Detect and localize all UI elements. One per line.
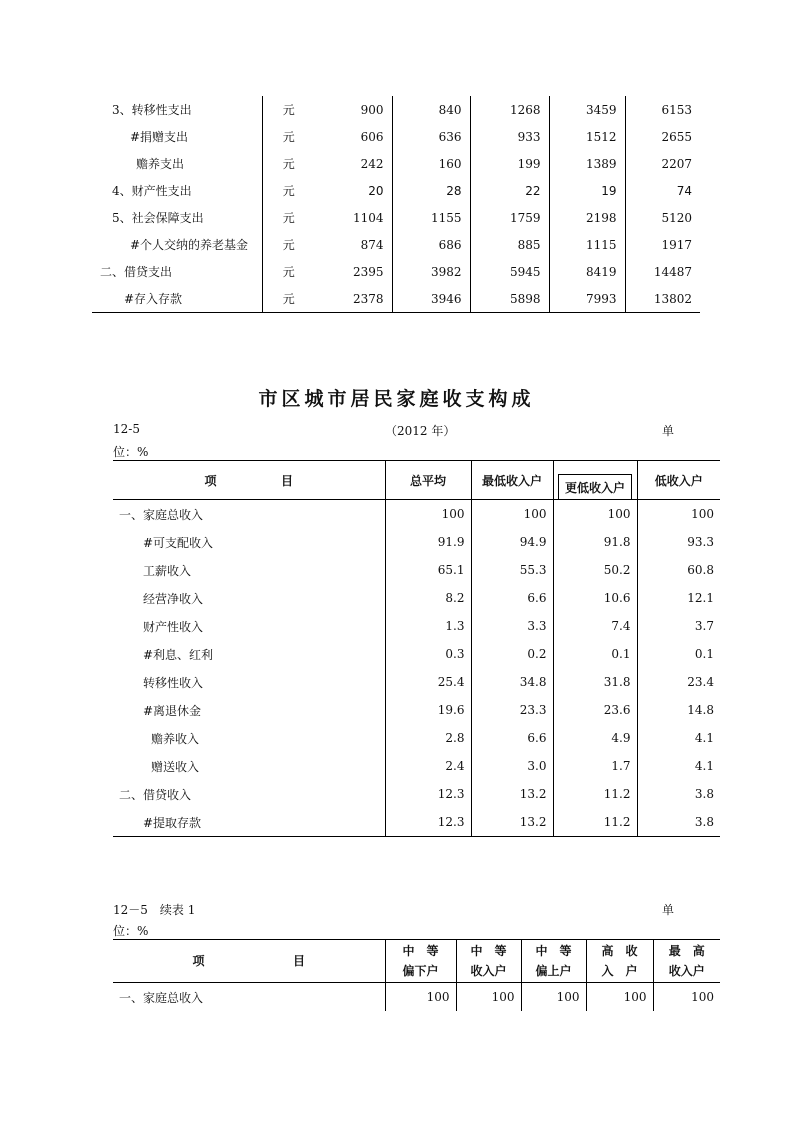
row-label: 4、财产性支出 (112, 184, 192, 198)
table-row (113, 983, 720, 1012)
row-value: 2655 (625, 123, 700, 150)
row-value: 606 (360, 129, 384, 144)
row-value: 2.8 (385, 724, 471, 752)
table-row (113, 612, 720, 640)
row-label: 转移性收入 (143, 675, 204, 690)
row-label: #离退休金 (143, 703, 202, 718)
row-value: 13802 (625, 285, 700, 313)
row-value: 4.1 (637, 752, 720, 780)
row-value: 6.6 (471, 584, 553, 612)
row-value: 2378 (352, 291, 384, 306)
header-item-b: 目 (280, 473, 293, 488)
row-value: 100 (637, 500, 720, 529)
section-title: 市区城市居民家庭收支构成 (258, 388, 535, 410)
table-row (92, 285, 700, 313)
row-value: 1512 (549, 123, 625, 150)
row-value: 11.2 (553, 780, 637, 808)
row-value: 5898 (470, 285, 549, 313)
table-row (113, 696, 720, 724)
row-value: 3946 (392, 285, 470, 313)
header-item-a: 项 (204, 473, 217, 488)
table-row (113, 556, 720, 584)
table-row (113, 780, 720, 808)
row-value: 14.8 (637, 696, 720, 724)
row-label: 一、家庭总收入 (119, 990, 204, 1005)
row-label: 一、家庭总收入 (119, 507, 204, 522)
table-row (113, 752, 720, 780)
table-row (113, 584, 720, 612)
row-value: 874 (360, 237, 384, 252)
row-value: 199 (470, 150, 549, 177)
row-value: 3.8 (637, 808, 720, 837)
row-value: 242 (360, 156, 384, 171)
header-highest-income-a: 最 高 (668, 944, 705, 958)
continued-header-row (113, 940, 720, 983)
row-value: 19 (549, 177, 625, 204)
row-value: 12.3 (385, 808, 471, 837)
row-value: 1.7 (553, 752, 637, 780)
header-low-income: 低收入户 (637, 461, 720, 500)
row-value: 94.9 (471, 528, 553, 556)
row-value: 8.2 (385, 584, 471, 612)
row-unit: 元 (262, 96, 315, 123)
header-middle-lower-b: 偏下户 (402, 964, 439, 978)
row-label: 二、借贷收入 (119, 787, 192, 802)
table-row (113, 500, 720, 529)
row-value: 0.1 (637, 640, 720, 668)
income-composition-continued-table (113, 939, 720, 1011)
row-value: 0.2 (471, 640, 553, 668)
unit-label-a: 单 (662, 424, 675, 438)
table-row (92, 258, 700, 285)
table-header-row (113, 461, 720, 500)
row-value: 34.8 (471, 668, 553, 696)
row-value: 91.8 (553, 528, 637, 556)
row-value: 1917 (625, 231, 700, 258)
row-label: #存入存款 (124, 292, 183, 306)
row-value: 11.2 (553, 808, 637, 837)
table-row (113, 668, 720, 696)
row-value: 12.1 (637, 584, 720, 612)
header-lower-income-box: 更低收入户 (558, 474, 632, 499)
table-row (92, 177, 700, 204)
table-row (92, 96, 700, 123)
header-high-income-a: 高 收 (601, 944, 638, 958)
row-unit: 元 (262, 285, 315, 313)
row-value: 100 (553, 500, 637, 529)
header-middle-upper-b: 偏上户 (535, 964, 572, 978)
continued-table-number: 12－5 续表 1 (113, 903, 196, 917)
table-row (113, 528, 720, 556)
row-value: 93.3 (637, 528, 720, 556)
row-value: 8419 (549, 258, 625, 285)
header-high-income (586, 940, 653, 983)
income-composition-table (113, 460, 720, 837)
row-value: 1268 (470, 96, 549, 123)
row-value: 160 (392, 150, 470, 177)
row-value: 100 (471, 500, 553, 529)
row-value: 3982 (392, 258, 470, 285)
row-value: 3.3 (471, 612, 553, 640)
row-label: #利息、红利 (143, 647, 214, 662)
continued-header-item (113, 940, 385, 983)
row-value: 1.3 (385, 612, 471, 640)
header-middle-lower (385, 940, 456, 983)
header-highest-income (653, 940, 720, 983)
row-value: 1115 (549, 231, 625, 258)
row-value: 1104 (352, 210, 384, 225)
header-high-income-b: 入 户 (601, 964, 638, 978)
expenditure-continuation-table (92, 96, 700, 313)
row-label: #可支配收入 (143, 535, 214, 550)
row-value: 100 (456, 983, 521, 1012)
row-label: 财产性收入 (143, 619, 204, 634)
row-value: 31.8 (553, 668, 637, 696)
row-value: 50.2 (553, 556, 637, 584)
row-value: 6.6 (471, 724, 553, 752)
row-value: 100 (586, 983, 653, 1012)
row-value: 2.4 (385, 752, 471, 780)
row-value: 840 (392, 96, 470, 123)
row-value: 1389 (549, 150, 625, 177)
continued-header-item-b: 目 (292, 954, 305, 968)
table-row (92, 123, 700, 150)
row-value: 636 (392, 123, 470, 150)
row-value: 22 (470, 177, 549, 204)
row-value: 900 (360, 102, 384, 117)
row-value: 23.3 (471, 696, 553, 724)
header-lowest-income: 最低收入户 (471, 461, 553, 500)
row-value: 5945 (470, 258, 549, 285)
table-row (113, 724, 720, 752)
row-value: 3459 (549, 96, 625, 123)
row-value: 23.4 (637, 668, 720, 696)
row-value: 7993 (549, 285, 625, 313)
table-number: 12-5 (113, 422, 140, 436)
row-value: 4.9 (553, 724, 637, 752)
row-value: 13.2 (471, 780, 553, 808)
unit-label-b: 位：% (113, 445, 149, 459)
row-unit: 元 (262, 258, 315, 285)
row-label: 赡养支出 (136, 157, 185, 171)
row-value: 2198 (549, 204, 625, 231)
row-value: 100 (653, 983, 720, 1012)
row-value: 55.3 (471, 556, 553, 584)
row-value: 13.2 (471, 808, 553, 837)
row-value: 14487 (625, 258, 700, 285)
header-middle-income-a: 中 等 (470, 944, 507, 958)
header-middle-income (456, 940, 521, 983)
row-value: 885 (470, 231, 549, 258)
continued-unit-label-b: 位：% (113, 924, 149, 938)
row-value: 74 (625, 177, 700, 204)
row-value: 20 (368, 183, 384, 198)
row-value: 2207 (625, 150, 700, 177)
row-value: 25.4 (385, 668, 471, 696)
continued-unit-label-a: 单 (662, 903, 675, 917)
header-middle-lower-a: 中 等 (402, 944, 439, 958)
row-value: 91.9 (385, 528, 471, 556)
row-label: 3、转移性支出 (112, 103, 192, 117)
row-value: 10.6 (553, 584, 637, 612)
table-row (92, 150, 700, 177)
table-row (92, 231, 700, 258)
row-label: #捐赠支出 (130, 130, 189, 144)
table-year: （2012 年） (385, 424, 456, 438)
row-value: 3.8 (637, 780, 720, 808)
header-highest-income-b: 收入户 (668, 964, 705, 978)
row-value: 933 (470, 123, 549, 150)
row-label: 5、社会保障支出 (112, 211, 204, 225)
row-value: 7.4 (553, 612, 637, 640)
row-value: 23.6 (553, 696, 637, 724)
row-value: 2395 (352, 264, 384, 279)
row-value: 0.3 (385, 640, 471, 668)
row-label: 赡养收入 (151, 731, 200, 746)
row-value: 19.6 (385, 696, 471, 724)
row-value: 60.8 (637, 556, 720, 584)
row-value: 65.1 (385, 556, 471, 584)
row-value: 28 (392, 177, 470, 204)
table-row (113, 808, 720, 837)
row-value: 1759 (470, 204, 549, 231)
row-value: 3.0 (471, 752, 553, 780)
row-label: 赠送收入 (151, 759, 200, 774)
row-unit: 元 (262, 177, 315, 204)
header-middle-income-b: 收入户 (470, 964, 507, 978)
row-label: #提取存款 (143, 815, 202, 830)
row-label: 经营净收入 (143, 591, 204, 606)
row-value: 0.1 (553, 640, 637, 668)
row-value: 1155 (392, 204, 470, 231)
row-value: 4.1 (637, 724, 720, 752)
row-unit: 元 (262, 150, 315, 177)
header-lower-income (553, 461, 637, 500)
header-item (113, 461, 385, 500)
header-middle-upper (521, 940, 586, 983)
row-value: 100 (385, 500, 471, 529)
row-unit: 元 (262, 123, 315, 150)
row-label: 工薪收入 (143, 563, 192, 578)
table-row (113, 640, 720, 668)
row-value: 3.7 (637, 612, 720, 640)
continued-header-item-a: 项 (192, 954, 205, 968)
row-unit: 元 (262, 204, 315, 231)
row-value: 5120 (625, 204, 700, 231)
row-value: 100 (521, 983, 586, 1012)
row-label: 二、借贷支出 (100, 265, 173, 279)
header-overall-average: 总平均 (385, 461, 471, 500)
row-value: 6153 (625, 96, 700, 123)
row-unit: 元 (262, 231, 315, 258)
table-row (92, 204, 700, 231)
row-value: 686 (392, 231, 470, 258)
row-value: 100 (385, 983, 456, 1012)
header-middle-upper-a: 中 等 (535, 944, 572, 958)
row-label: #个人交纳的养老基金 (130, 238, 249, 252)
row-value: 12.3 (385, 780, 471, 808)
